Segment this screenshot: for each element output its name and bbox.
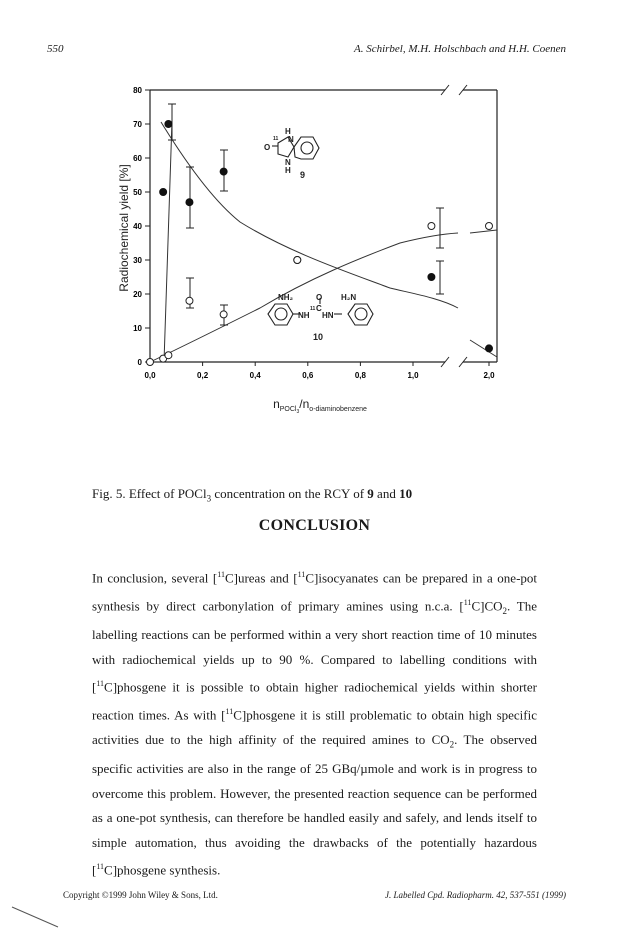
structure-9 [272, 137, 319, 159]
y-tick-label: 20 [133, 290, 142, 299]
x-label-sub3: o-diaminobenzene [309, 406, 367, 413]
y-tick-label: 30 [133, 256, 142, 265]
footer-copyright: Copyright ©1999 John Wiley & Sons, Ltd. [63, 890, 218, 900]
data-point-series-9 [165, 121, 172, 128]
x-tick-label: 0,2 [197, 371, 209, 380]
x-tick-label: 0,0 [144, 371, 156, 380]
data-point-series-9 [220, 168, 227, 175]
struct9-label: 9 [300, 170, 306, 180]
data-point-series-10 [186, 297, 193, 304]
y-tick-label: 60 [133, 154, 142, 163]
running-head: A. Schirbel, M.H. Holschbach and H.H. Coenen [353, 43, 566, 55]
x-tick-label: 0,8 [354, 371, 366, 380]
fit-curve-9 [161, 122, 458, 308]
x-tick-label: 2,0 [483, 371, 495, 380]
x-label-n: n [273, 397, 280, 411]
struct9-n-bot: N [285, 158, 291, 167]
x-label-sub2: 3 [296, 409, 300, 415]
data-point-series-10 [165, 352, 172, 359]
y-tick-label: 0 [137, 358, 142, 367]
data-point-series-9 [486, 345, 493, 352]
data-point-series-10 [294, 257, 301, 264]
x-tick-label: 0,6 [302, 371, 314, 380]
body-paragraph: In conclusion, several [$^{11}$C]ureas and [$^{11}$C]isocyanates can be prepared in a one-pot synthesis by direct carbonylation of primary amines using n.c.a. $[^{11}C]CO_2$. The labelling reactions can be performed within a very short reaction time of 10 minutes with radiochemical yields up to 90 %. Compared to labelling conditions with [$^{11}$C]phosgene it is possible to obtain higher radiochemical yields within shorter reaction times. As with [$^{11}$C]phosgene it is still problematic to obtain high specific activities due to the high affinity of the required amines to $CO_2$. The observed specific activities are also in the range of 25 GBq/µmole and work is in progress to overcome this problem. However, the presented reaction sequence can be performed as a one-pot synthesis, can therefore be handled easily and safely, and lends itself to simple automation, thus avoiding the drawbacks of the potentially hazardous [$^{11}$C]phosgene synthesis. [92, 570, 538, 878]
page-number: 550 [47, 43, 64, 55]
struct10-hn-right: HN [322, 311, 334, 320]
data-point-series-10 [147, 359, 154, 366]
struct9-h-top: H [285, 127, 291, 136]
y-axis-label: Radiochemical yield [%] [117, 164, 131, 292]
axis-break-bottom [441, 357, 467, 367]
fit-curve-initial [150, 121, 172, 362]
data-point-series-10 [428, 223, 435, 230]
struct9-o: O [264, 143, 271, 152]
data-point-series-10 [486, 223, 493, 230]
x-tick-label: 0,4 [249, 371, 261, 380]
data-point-series-10 [220, 311, 227, 318]
x-label-sub1: POCl [279, 406, 297, 413]
struct9-n-top: N [288, 135, 294, 144]
data-point-series-9 [428, 274, 435, 281]
y-tick-label: 80 [133, 86, 142, 95]
struct10-o: O [316, 293, 323, 302]
struct10-c: C [316, 304, 322, 313]
struct10-h2n-right: H₂N [341, 293, 357, 302]
figure-caption: Fig. 5. Effect of POCl$_3$ concentration on the RCY of 9 and 10 [92, 486, 413, 504]
y-tick-label: 70 [133, 120, 142, 129]
scan-artifact-line [12, 905, 62, 930]
struct9-isotope: 11 [273, 136, 279, 142]
fit-curve-10-right [470, 230, 497, 233]
x-label-sep: /n [299, 397, 310, 411]
struct10-isotope: 11 [310, 306, 316, 312]
footer-citation: J. Labelled Cpd. Radiopharm. 42, 537-551 (1999) [385, 890, 566, 900]
y-tick-label: 10 [133, 324, 142, 333]
struct10-nh2-left: NH₂ [278, 293, 294, 302]
y-tick-label: 40 [133, 222, 142, 231]
figure-chart [117, 78, 520, 418]
axis-break-top [441, 85, 467, 95]
y-tick-label: 50 [133, 188, 142, 197]
data-point-series-9 [160, 189, 167, 196]
fit-curve-10 [150, 233, 458, 362]
caption-prefix: Fig. 5. [92, 486, 126, 501]
x-tick-label: 1,0 [407, 371, 419, 380]
struct10-nh-left: NH [298, 311, 310, 320]
section-heading: CONCLUSION [258, 517, 371, 534]
x-axis-label [273, 397, 367, 415]
struct9-h-bot: H [285, 166, 291, 175]
struct10-label: 10 [313, 332, 324, 342]
data-point-series-9 [186, 199, 193, 206]
